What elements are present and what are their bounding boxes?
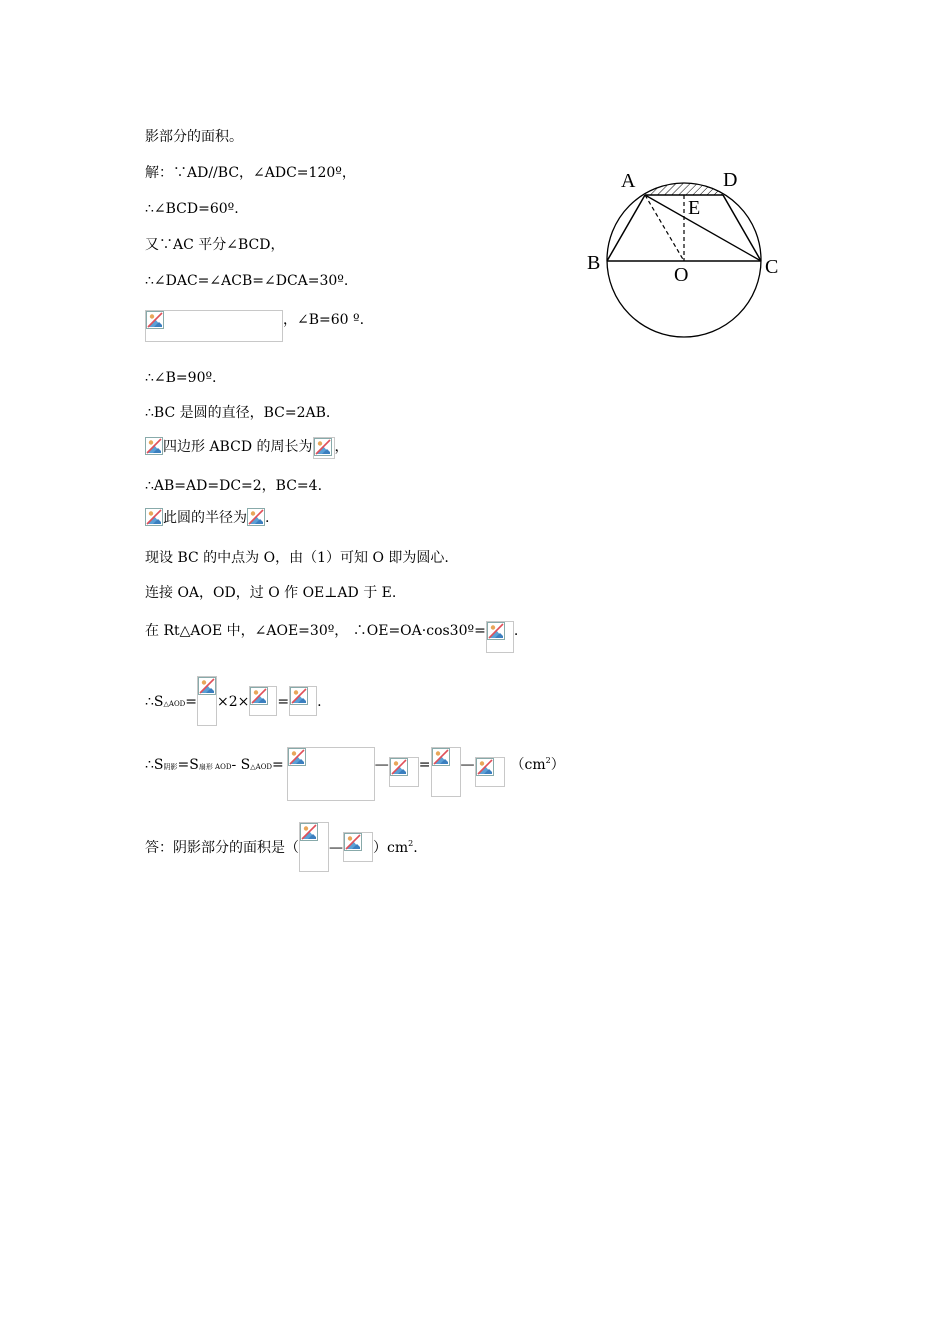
- line-15-s: ∴S: [145, 694, 164, 710]
- text-line-8: ∴BC 是圆的直径，BC=2AB.: [145, 405, 331, 421]
- text-line-5: ∴∠DAC=∠ACB=∠DCA=30º.: [145, 273, 349, 289]
- line-16-sup: 2: [545, 756, 551, 766]
- line-9-mid: 四边形 ABCD 的周长为: [163, 439, 313, 455]
- line-15-sub: △AOD: [163, 700, 186, 708]
- text-line-15: [145, 676, 322, 726]
- broken-image-icon: [313, 437, 335, 459]
- shaded-segment: [645, 177, 725, 195]
- geometry-figure: [583, 163, 813, 338]
- line-16-eq3: =: [418, 757, 431, 773]
- broken-image-icon: [145, 508, 163, 528]
- line-16-minus-2: —: [460, 757, 475, 773]
- text-line-1: 影部分的面积。: [145, 129, 243, 145]
- broken-image-icon: [299, 822, 329, 872]
- broken-image-icon: [287, 747, 375, 801]
- line-15-eq: =: [185, 694, 198, 710]
- line-16-sub2: 扇形 AOD: [198, 763, 232, 771]
- line-15-tail: .: [317, 694, 322, 710]
- label-c: C: [765, 256, 779, 278]
- label-b: B: [587, 252, 601, 274]
- segment-oa: [645, 195, 684, 261]
- line-16-eq2: =: [272, 757, 284, 773]
- broken-image-icon: [289, 686, 317, 716]
- line-14-tail: .: [513, 623, 519, 639]
- text-line-12: 现设 BC 的中点为 O，由（1）可知 O 即为圆心.: [145, 550, 449, 566]
- broken-image-icon: [249, 686, 277, 716]
- line-17-sup: 2: [408, 839, 414, 849]
- line-17-unit: ）cm: [373, 840, 409, 856]
- text-line-11: [145, 508, 269, 528]
- line-6-tail: ，∠B=60 º.: [283, 312, 365, 328]
- line-14-text: 在 Rt△AOE 中，∠AOE=30º， ∴OE=OA·cos30º=: [145, 623, 486, 639]
- broken-image-icon: [145, 310, 283, 342]
- line-16-s: ∴S: [145, 757, 164, 773]
- line-15-times: ×2×: [217, 694, 250, 710]
- text-line-7: ∴∠B=90º.: [145, 370, 217, 386]
- line-15-eq2: =: [277, 694, 290, 710]
- line-16-sub1: 阴影: [163, 763, 178, 771]
- line-9-tail: ，: [334, 439, 349, 455]
- broken-image-icon: [389, 757, 419, 787]
- text-line-13: 连接 OA，OD，过 O 作 OE⊥AD 于 E.: [145, 585, 397, 601]
- line-16-minus-1: —: [374, 757, 389, 773]
- line-16-sub3: △AOD: [250, 763, 273, 771]
- line-17-tail: .: [413, 840, 418, 856]
- line-11-tail: .: [265, 510, 270, 526]
- line-16-unit: （cm: [510, 757, 546, 773]
- text-line-6: [145, 310, 364, 342]
- text-line-17: [145, 822, 418, 874]
- segment-ab: [607, 195, 645, 261]
- line-16-eq: =S: [177, 757, 199, 773]
- line-17-minus: —: [329, 840, 343, 856]
- line-17-text: 答：阴影部分的面积是（: [145, 840, 299, 856]
- text-line-9: [145, 437, 349, 459]
- broken-image-icon: [431, 747, 461, 797]
- broken-image-icon: [197, 676, 217, 726]
- text-line-2: 解：∵AD//BC，∠ADC=120º，: [145, 165, 356, 181]
- line-16-minus: - S: [231, 757, 251, 773]
- broken-image-icon: [343, 832, 373, 862]
- text-line-14: [145, 621, 518, 653]
- text-line-3: ∴∠BCD=60º.: [145, 201, 239, 217]
- line-11-mid: 此圆的半径为: [163, 510, 247, 526]
- line-16-close: ）: [550, 757, 565, 773]
- broken-image-icon: [486, 621, 514, 653]
- text-line-10: ∴AB=AD=DC=2，BC=4.: [145, 478, 323, 494]
- label-a: A: [621, 170, 636, 192]
- broken-image-icon: [145, 437, 163, 457]
- label-e: E: [688, 197, 701, 219]
- text-line-4: 又∵AC 平分∠BCD，: [145, 237, 285, 253]
- segment-dc: [723, 195, 761, 261]
- label-o: O: [674, 264, 689, 286]
- broken-image-icon: [475, 757, 505, 787]
- segment-ac: [645, 195, 761, 261]
- label-d: D: [723, 169, 738, 191]
- broken-image-icon: [247, 508, 265, 528]
- text-line-16: [145, 747, 565, 803]
